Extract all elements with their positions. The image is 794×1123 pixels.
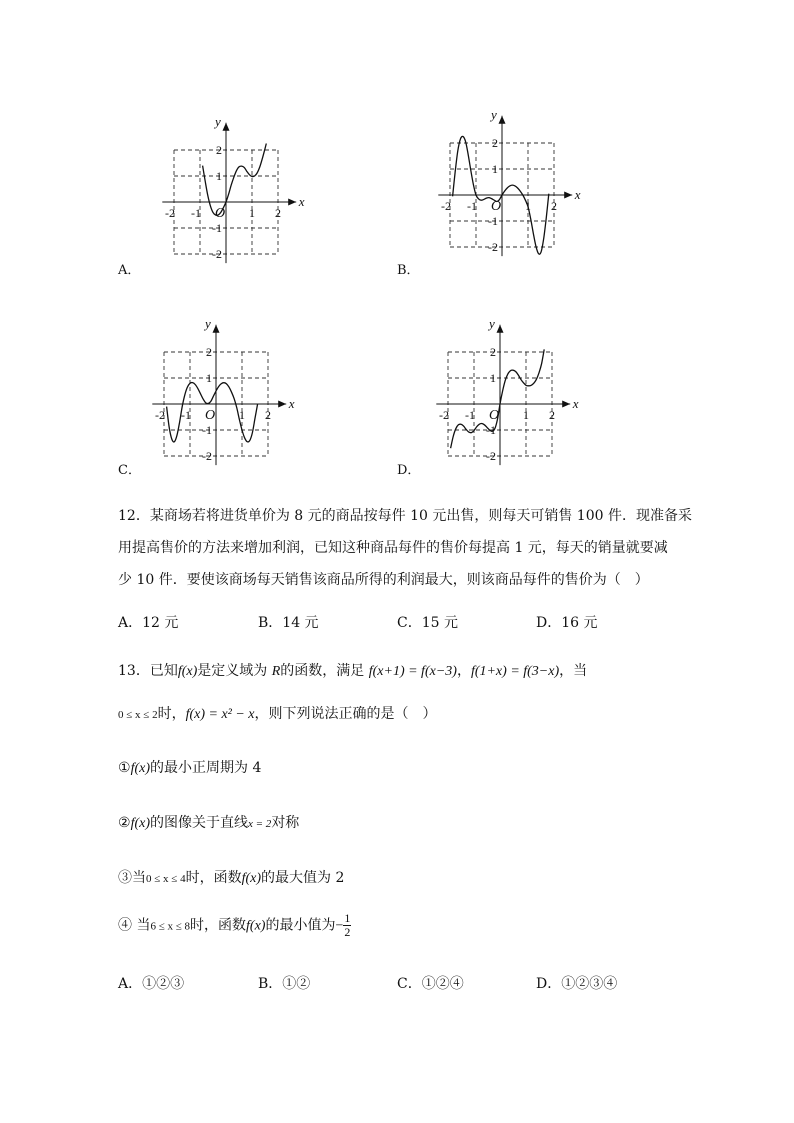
graph-a-label: A． <box>118 263 141 278</box>
y-tick-label: 1 <box>492 162 498 176</box>
y-tick-label: -2 <box>212 247 222 261</box>
y-tick-label: 2 <box>492 136 498 150</box>
s2-text: 的图像关于直线 <box>150 815 248 831</box>
q13-line-1 <box>118 660 587 680</box>
x-axis-name: x <box>288 396 295 411</box>
x-tick-label: 1 <box>249 206 255 220</box>
graph-option-b <box>420 105 590 265</box>
s2-line-eq: x = 2 <box>248 818 272 830</box>
q13-when: ，当 <box>559 663 588 679</box>
y-axis-name: y <box>215 114 221 129</box>
s3-fx: f(x) <box>241 871 262 886</box>
x-tick-label: -2 <box>439 408 449 422</box>
q13-shi: 时， <box>157 706 186 722</box>
s3-range: 0 ≤ x ≤ 4 <box>146 873 186 885</box>
q12-option-b: B．14 元 <box>258 615 319 631</box>
x-tick-label: 2 <box>275 206 281 220</box>
q13-statement-3 <box>118 867 344 887</box>
graph-a-svg <box>150 105 320 265</box>
y-axis-name: y <box>491 107 497 122</box>
function-curve <box>203 144 267 216</box>
s3-text: 时，函数 <box>185 870 242 886</box>
q13-domain-r: R <box>271 664 281 679</box>
y-axis-name: y <box>205 316 211 331</box>
x-tick-label: -1 <box>465 408 475 422</box>
x-axis-arrow <box>562 401 570 408</box>
graph-b-label: B． <box>397 263 420 278</box>
q13-definition: f(x) = x² − x <box>185 707 255 722</box>
origin-label: O <box>215 206 226 221</box>
x-tick-label: 1 <box>525 199 531 213</box>
q12-option-d: D．16 元 <box>536 615 598 631</box>
s4-range: 6 ≤ x ≤ 8 <box>150 920 191 933</box>
y-tick-label: -1 <box>202 423 212 437</box>
y-tick-label: 1 <box>216 169 222 183</box>
x-tick-label: -1 <box>191 206 201 220</box>
origin-label: O <box>205 408 216 423</box>
y-tick-label: -1 <box>212 221 222 235</box>
graph-c-svg <box>140 308 310 468</box>
q13-fx: f(x) <box>177 664 198 679</box>
q13-ask: ，则下列说法正确的是（ ） <box>254 706 437 722</box>
s4-fx: f(x) <box>246 918 266 934</box>
q13-range: 0 ≤ x ≤ 2 <box>118 709 158 721</box>
s4-text: 时，函数 <box>190 917 247 934</box>
x-tick-label: -2 <box>441 199 451 213</box>
graph-d-svg <box>420 308 590 468</box>
x-axis-arrow <box>564 192 572 199</box>
q12-option-a: A．12 元 <box>118 615 179 631</box>
q13-option-b: B．①② <box>258 976 311 992</box>
y-axis-name: y <box>489 316 495 331</box>
s4-minus: − <box>335 918 344 934</box>
y-tick-label: 1 <box>490 371 496 385</box>
x-axis-name: x <box>574 187 581 202</box>
x-tick-label: 1 <box>523 408 529 422</box>
q13-comma: ， <box>456 663 471 679</box>
q13-statement-1 <box>118 757 261 777</box>
y-tick-label: 2 <box>490 345 496 359</box>
q13-condition-2: f(1+x) = f(3−x) <box>470 664 560 679</box>
q13-option-d: D．①②③④ <box>536 976 618 992</box>
q13-statement-2 <box>118 812 299 832</box>
s2-fx: f(x) <box>130 816 150 831</box>
y-tick-label: -1 <box>488 214 498 228</box>
graph-b-svg <box>420 105 590 265</box>
x-tick-label: 2 <box>549 408 555 422</box>
x-axis-arrow <box>288 199 296 206</box>
q12-option-c: C．15 元 <box>397 615 458 631</box>
y-axis-arrow <box>499 116 506 124</box>
s4-fraction-num: 1 <box>344 911 351 925</box>
q13-line-2 <box>118 703 437 723</box>
y-axis-arrow <box>223 123 230 131</box>
graph-option-c <box>140 308 310 468</box>
y-axis-arrow <box>497 325 504 333</box>
x-tick-label: -2 <box>155 408 165 422</box>
y-axis-arrow <box>213 325 220 333</box>
graph-option-a <box>150 105 320 265</box>
y-tick-label: -2 <box>202 449 212 463</box>
graph-option-d <box>420 308 590 468</box>
graph-d-label: D． <box>397 463 421 478</box>
y-tick-label: 2 <box>206 345 212 359</box>
x-axis-name: x <box>298 194 305 209</box>
s3-text-end: 的最大值为 2 <box>261 870 345 886</box>
graph-c-label: C． <box>118 463 141 478</box>
x-axis-name: x <box>572 396 579 411</box>
y-tick-label: -2 <box>488 240 498 254</box>
q13-is-func: 是定义域为 <box>197 663 268 679</box>
s2-marker: ② <box>118 815 131 831</box>
q13-statement-4 <box>118 912 351 939</box>
s3-marker: ③当 <box>118 870 146 886</box>
x-tick-label: 2 <box>265 408 271 422</box>
y-tick-label: 2 <box>216 143 222 157</box>
s4-text-end: 的最小值为 <box>265 917 336 934</box>
q12-line-3: 少 10 件．要使该商场每天销售该商品所得的利润最大，则该商品每件的售价为（ ） <box>118 572 649 588</box>
s2-text-end: 对称 <box>271 815 300 831</box>
x-tick-label: -2 <box>165 206 175 220</box>
y-tick-label: 1 <box>206 371 212 385</box>
s4-fraction-den: 2 <box>344 925 351 939</box>
q13-option-a: A．①②③ <box>118 976 185 992</box>
y-tick-label: -2 <box>486 449 496 463</box>
function-curve <box>451 349 545 448</box>
x-tick-label: 2 <box>551 199 557 213</box>
q13-intro: 13．已知 <box>118 663 178 679</box>
q13-condition-1: f(x+1) = f(x−3) <box>368 664 457 679</box>
q12-line-2: 用提高售价的方法来增加利润，已知这种商品每件的售价每提高 1 元，每天的销量就要减 <box>118 540 668 556</box>
s1-marker: ① <box>118 760 131 776</box>
q13-satisfy: 的函数，满足 <box>280 663 365 679</box>
x-tick-label: 1 <box>239 408 245 422</box>
x-tick-label: -1 <box>181 408 191 422</box>
x-axis-arrow <box>278 401 286 408</box>
s4-marker: ④ 当 <box>118 917 151 934</box>
y-tick-label: -1 <box>486 423 496 437</box>
origin-label: O <box>491 199 502 214</box>
q12-line-1: 12．某商场若将进货单价为 8 元的商品按每件 10 元出售，则每天可销售 100 件．现准备采 <box>118 508 692 524</box>
s1-fx: f(x) <box>130 761 150 776</box>
s4-fraction <box>343 912 351 939</box>
x-tick-label: -1 <box>467 199 477 213</box>
origin-label: O <box>489 408 500 423</box>
q13-option-c: C．①②④ <box>397 976 464 992</box>
s1-text: 的最小正周期为 4 <box>150 760 262 776</box>
